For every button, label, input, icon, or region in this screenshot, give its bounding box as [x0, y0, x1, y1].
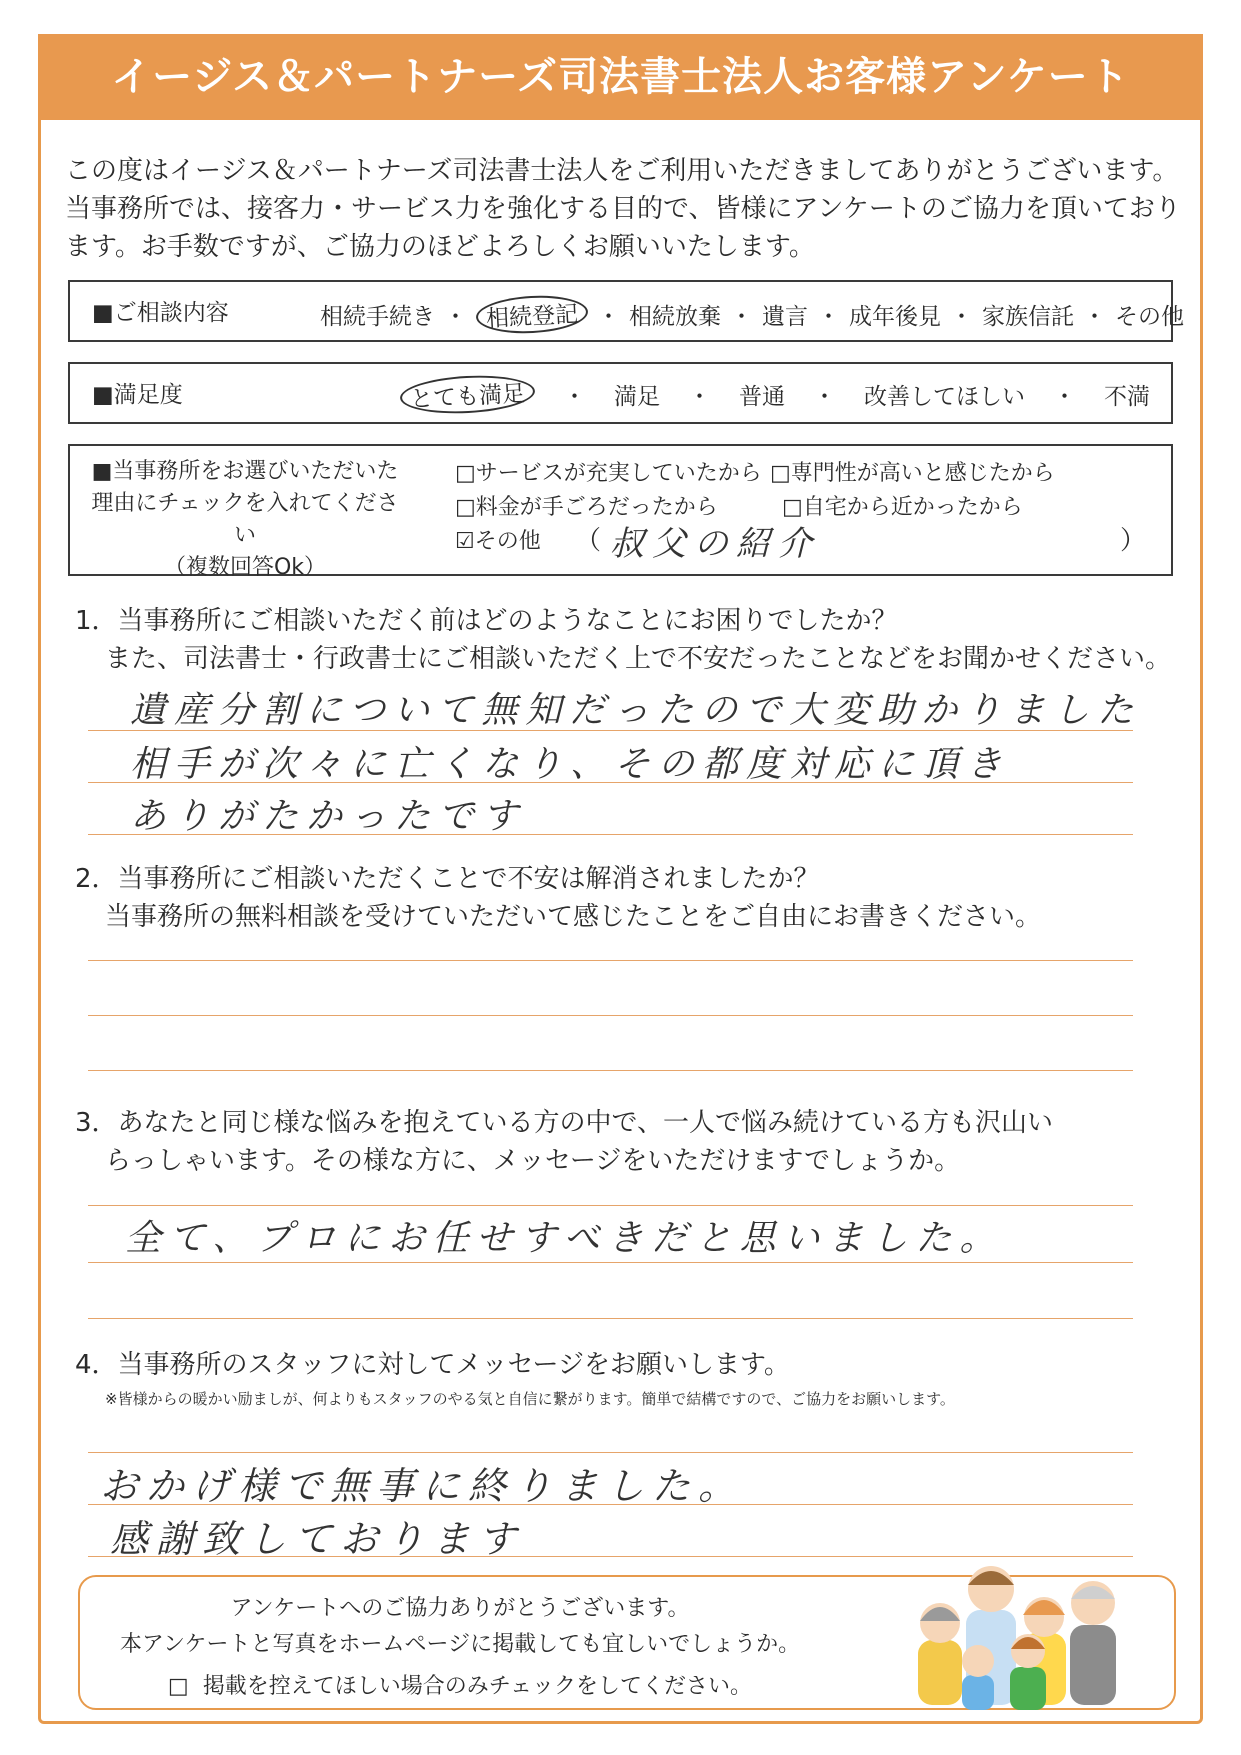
family-illustration-icon [910, 1555, 1125, 1720]
consultation-option[interactable]: 相続放棄 [629, 304, 721, 330]
question-4-note: ※皆様からの暖かい励ましが、何よりもスタッフのやる気と自信に繋がります。簡単で結構ですので、ご協力をお願いします。 [105, 1390, 955, 1408]
consultation-option[interactable]: 相続手続き [320, 304, 435, 330]
reasons-label [85, 456, 405, 584]
consultation-option[interactable]: 家族信託 [982, 304, 1074, 330]
answer-1-handwritten: ありがたかったです [130, 796, 527, 837]
question-3 [75, 1104, 1185, 1180]
other-paren-close: ） [1120, 526, 1147, 556]
intro-line: この度はイージス＆パートナーズ司法書士法人をご利用いただきましてありがとうございます。 [65, 156, 1179, 186]
checkbox-empty-icon: □ [782, 495, 803, 520]
intro-line: 当事務所では、接客力・サービス力を強化する目的で、皆様にアンケートのご協力を頂いており [65, 194, 1181, 224]
checkbox-empty-icon: □ [167, 1674, 189, 1699]
consultation-option-selected[interactable]: 相続登記 [475, 293, 589, 336]
other-answer-handwritten: 叔父の紹介 [610, 524, 820, 564]
answer-line [88, 1452, 1133, 1453]
question-1-line: 1．当事務所にご相談いただく前はどのようなことにお困りでしたか？ [75, 606, 898, 636]
reason-checkbox[interactable]: □サービスが充実していたから [455, 461, 762, 486]
answer-line [88, 1015, 1133, 1016]
consultation-options: 相続手続き ・ 相続登記 ・ 相続放棄 ・ 遺言 ・ 成年後見 ・ 家族信託 ・ その他 [320, 296, 1184, 333]
answer-line [88, 1318, 1133, 1319]
question-2-line: 当事務所の無料相談を受けていただいて感じたことをご自由にお書きください。 [105, 902, 1042, 932]
question-2 [75, 860, 1185, 936]
reasons-label-line: ■当事務所をお選びいただいた [91, 459, 399, 484]
reason-checkbox-other[interactable]: ☑その他 [455, 529, 541, 554]
checkbox-checked-icon: ☑ [455, 529, 475, 554]
reasons-label-line: 理由にチェックを入れてください [91, 491, 399, 548]
consultation-option[interactable]: 成年後見 [849, 304, 941, 330]
answer-line [88, 1070, 1133, 1071]
grandmother-body-icon [918, 1640, 962, 1705]
answer-3-handwritten: 全て、プロにお任せすべきだと思いました。 [125, 1218, 1004, 1259]
grandfather-body-icon [1070, 1625, 1116, 1705]
answer-line [88, 960, 1133, 961]
checkbox-empty-icon: □ [770, 461, 791, 486]
question-3-line: 3．あなたと同じ様な悩みを抱えている方の中で、一人で悩み続けている方も沢山い [75, 1108, 1054, 1138]
intro-text [65, 152, 1185, 266]
answer-1-handwritten: 遺産分割について無知だったので大変助かりました [130, 690, 1142, 731]
question-3-line: らっしゃいます。その様な方に、メッセージをいただけますでしょうか。 [105, 1146, 961, 1176]
consultation-option[interactable]: その他 [1115, 304, 1184, 330]
reasons-box [68, 444, 1173, 580]
intro-line: ます。お手数ですが、ご協力のほどよろしくお願いいたします。 [65, 232, 815, 262]
answer-line [88, 1205, 1133, 1206]
page-title: イージス＆パートナーズ司法書士法人お客様アンケート [38, 34, 1203, 120]
question-1-line: また、司法書士・行政書士にご相談いただく上で不安だったことなどをお聞かせください。 [105, 644, 1172, 674]
consent-thanks: アンケートへのご協力ありがとうございます。 [230, 1596, 690, 1621]
satisfaction-option[interactable]: 改善してほしい [864, 384, 1025, 410]
girl-body-icon [1010, 1667, 1046, 1710]
reason-checkbox[interactable]: □専門性が高いと感じたから [770, 461, 1055, 486]
consultation-box [68, 280, 1184, 342]
other-paren-open: （ [575, 526, 602, 556]
satisfaction-box [68, 362, 1173, 424]
reasons-label-line: （複数回答Ok） [163, 555, 327, 580]
satisfaction-option[interactable]: 満足 [614, 384, 660, 410]
consent-checkbox[interactable] [80, 1669, 840, 1700]
answer-4-handwritten: 感謝致しております [110, 1517, 525, 1561]
question-1 [75, 602, 1185, 678]
satisfaction-option[interactable]: 普通 [739, 384, 785, 410]
answer-4-handwritten: おかげ様で無事に終りました。 [100, 1464, 745, 1508]
satisfaction-option[interactable]: 不満 [1104, 384, 1150, 410]
satisfaction-options: とても満足 ・ 満足 ・ 普通 ・ 改善してほしい ・ 不満 [400, 376, 1150, 413]
question-4-line: 4．当事務所のスタッフに対してメッセージをお願いします。 [75, 1350, 790, 1380]
question-4 [75, 1346, 1185, 1384]
reason-checkbox[interactable]: □料金が手ごろだったから [455, 495, 718, 520]
consultation-label: ■ご相談内容 [92, 300, 229, 326]
answer-line [88, 1262, 1133, 1263]
reason-checkbox[interactable]: □自宅から近かったから [782, 495, 1023, 520]
consent-checkbox-label: 掲載を控えてほしい場合のみチェックをしてください。 [202, 1674, 753, 1699]
question-2-line: 2．当事務所にご相談いただくことで不安は解消されましたか？ [75, 864, 820, 894]
checkbox-empty-icon: □ [455, 461, 476, 486]
consent-question: 本アンケートと写真をホームページに掲載しても宜しいでしょうか。 [119, 1632, 801, 1657]
consultation-option[interactable]: 遺言 [762, 304, 808, 330]
answer-1-handwritten: 相手が次々に亡くなり、その都度対応に頂き [130, 744, 1011, 785]
boy-face-icon [962, 1645, 994, 1677]
satisfaction-label: ■満足度 [92, 382, 183, 408]
boy-body-icon [962, 1675, 994, 1710]
checkbox-empty-icon: □ [455, 495, 476, 520]
satisfaction-option-selected[interactable]: とても満足 [399, 372, 536, 416]
